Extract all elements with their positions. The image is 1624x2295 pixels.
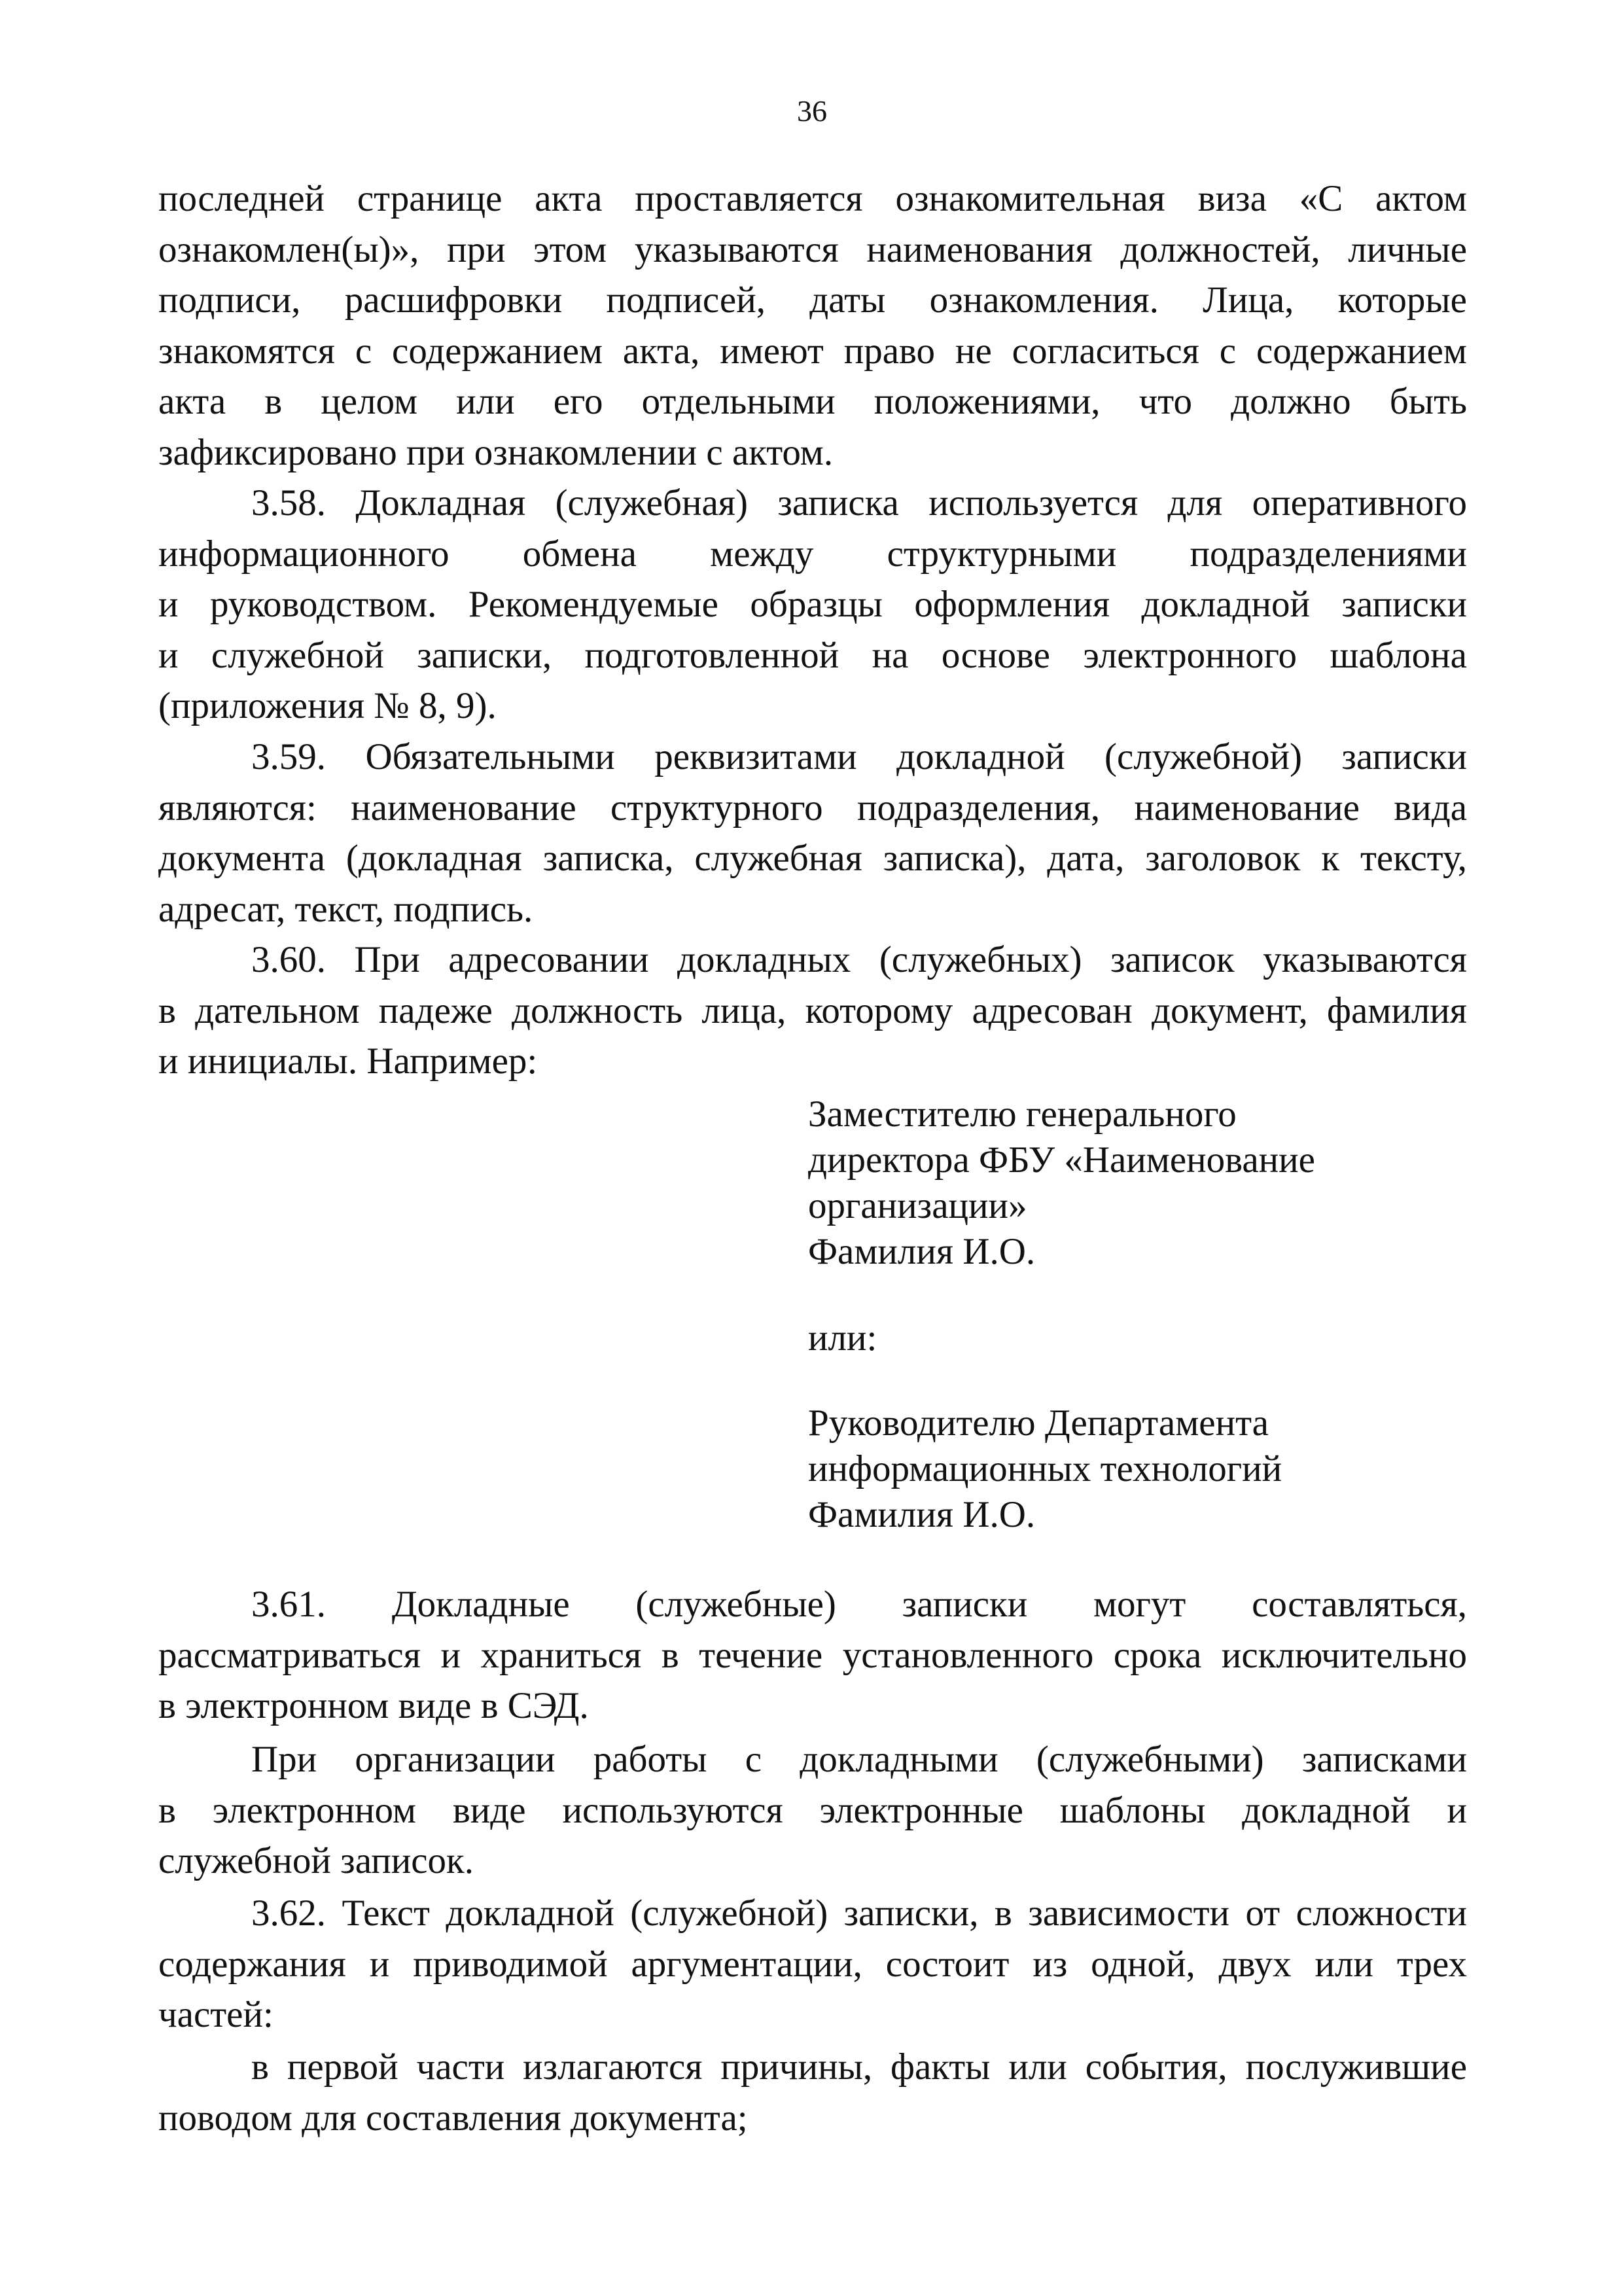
text-line: знакомятся с содержанием акта, имеют право не согласиться с содержанием [158, 330, 1467, 372]
text-line: поводом для составления документа; [158, 2097, 748, 2139]
text-line: документа (докладная записка, служебная записка), дата, заголовок к тексту, [158, 838, 1467, 879]
text-line: информационного обмена между структурными подразделениями [158, 533, 1467, 575]
text-line: содержания и приводимой аргументации, состоит из одной, двух или трех [158, 1943, 1467, 1985]
text-line: и служебной записки, подготовленной на основе электронного шаблона [158, 634, 1467, 676]
address-line: Руководителю Департамента [808, 1402, 1269, 1444]
paragraph-3-60 [158, 934, 1467, 1087]
text-line: 3.58. Докладная (служебная) записка используется для оперативного [251, 482, 1467, 524]
paragraph-3-61-continued [158, 1734, 1467, 1887]
address-line: информационных технологий [808, 1448, 1282, 1489]
text-line: 3.60. При адресовании докладных (служебных) записок указываются [251, 939, 1467, 980]
paragraph-3-59 [158, 732, 1467, 934]
text-line: 3.62. Текст докладной (служебной) записки, в зависимости от сложности [251, 1893, 1467, 1934]
text-line: служебной записок. [158, 1840, 474, 1881]
text-line: При организации работы с докладными (служебными) записками [251, 1739, 1467, 1780]
paragraph-3-61 [158, 1579, 1467, 1732]
address-example-2 [808, 1400, 1462, 1538]
text-line: рассматриваться и храниться в течение установленного срока исключительно [158, 1634, 1467, 1676]
text-line: 3.61. Докладные (служебные) записки могут составляться, [251, 1584, 1467, 1625]
paragraph-intro [158, 173, 1467, 478]
address-line: Фамилия И.О. [808, 1231, 1036, 1272]
text-line: 3.59. Обязательными реквизитами докладной (служебной) записки [251, 736, 1467, 777]
text-line: в первой части излагаются причины, факты или события, послужившие [251, 2046, 1467, 2088]
text-line: являются: наименование структурного подразделения, наименование вида [158, 787, 1467, 828]
text-line: (приложения № 8, 9). [158, 685, 497, 726]
text-line: подписи, расшифровки подписей, даты ознакомления. Лица, которые [158, 279, 1467, 321]
paragraph-3-62 [158, 1888, 1467, 2040]
address-line: организации» [808, 1185, 1027, 1226]
text-line: зафиксировано при ознакомлении с актом. [158, 431, 834, 473]
text-line: адресат, текст, подпись. [158, 888, 533, 930]
address-line: Заместителю генерального [808, 1094, 1237, 1135]
text-line: ознакомлен(ы)», при этом указываются наименования должностей, личные [158, 228, 1467, 270]
text-line: и инициалы. Например: [158, 1041, 538, 1082]
page-number: 36 [797, 94, 827, 128]
text-line: в дательном падеже должность лица, которому адресован документ, фамилия [158, 989, 1467, 1031]
text-line: акта в целом или его отдельными положениями, что должно быть [158, 381, 1467, 422]
text-line: частей: [158, 1994, 274, 2035]
text-line: последней странице акта проставляется ознакомительная виза «С актом [158, 178, 1467, 219]
text-line: и руководством. Рекомендуемые образцы оформления докладной записки [158, 584, 1467, 625]
address-line: Фамилия И.О. [808, 1494, 1036, 1535]
text-line: в электронном виде используются электронные шаблоны докладной и [158, 1789, 1467, 1831]
address-or: или: [808, 1317, 877, 1359]
address-line: директора ФБУ «Наименование [808, 1139, 1315, 1181]
text-line: в электронном виде в СЭД. [158, 1685, 589, 1726]
paragraph-3-58 [158, 478, 1467, 732]
address-example-1 [808, 1092, 1462, 1275]
paragraph-3-62-first-part [158, 2042, 1467, 2143]
